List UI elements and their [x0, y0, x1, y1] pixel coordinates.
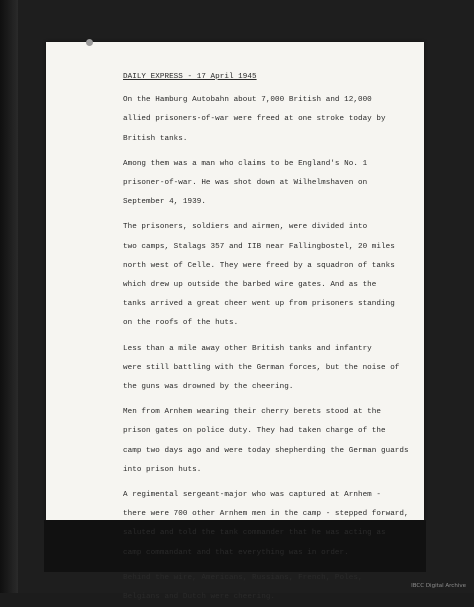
document-heading: DAILY EXPRESS - 17 April 1945 — [123, 73, 257, 81]
paragraph: Behind the wire, Americans, Russians, French, Poles, Belgians and Dutch were cheering. — [123, 573, 363, 602]
folder-edge — [0, 0, 18, 593]
paragraph: Men from Arnhem wearing their cherry berets stood at the prison gates on police duty. They had taken charge of the camp two days ago and were today shepherding the German guards into prison huts. — [123, 408, 409, 474]
paragraph: The prisoners, soldiers and airmen, were divided into two camps, Stalags 357 and IIB near Fallingbostel, 20 miles north west of Celle. They were freed by a squadron of tanks which drew up outside the barbed wire gates. And as the tanks arrived a great cheer went up from prisoners standing on the roofs of the huts. — [123, 223, 395, 328]
paragraph: Less than a mile away other British tanks and infantry were still battling with the German forces, but the noise of the guns was drowned by the cheering. — [123, 344, 400, 392]
punch-hole — [86, 39, 93, 46]
paragraph: A regimental sergeant-major who was captured at Arnhem - there were 700 other Arnhem men in the camp - stepped forward, saluted and told the tank commander that he was acting as camp commandant and that everything was in order. — [123, 491, 409, 557]
archive-watermark: IBCC Digital Archive — [411, 583, 466, 589]
paragraph: Among them was a man who claims to be England's No. 1 prisoner-of-war. He was shot down at Wilhelmshaven on September 4, 1939. — [123, 159, 368, 207]
document-body — [123, 68, 413, 607]
paragraph: On the Hamburg Autobahn about 7,000 British and 12,000 allied prisoners-of-war were freed at one stroke today by British tanks. — [123, 96, 386, 143]
